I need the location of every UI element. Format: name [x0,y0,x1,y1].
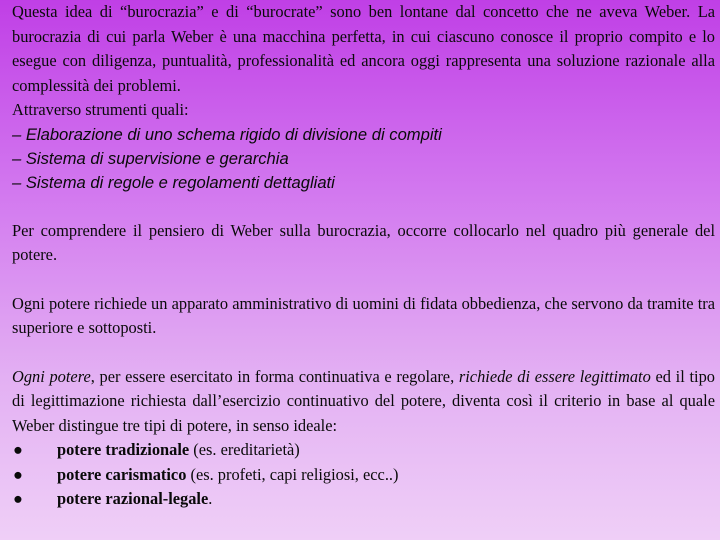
intro-text: Questa idea di “burocrazia” e di “burocrate” sono ben lontane dal concetto che ne aveva Weber. La burocrazia di cui parla Weber è una macchina perfetta, in cui ciascuno conosce il proprio compito e lo esegue con diligenza, puntualità, professionalità ed ancora oggi rappresenta una soluzione razionale alla complessità dei problemi. [12,2,715,95]
bullet-icon: ● [13,489,23,508]
bullet-icon: ● [13,440,23,459]
slide-content [12,0,715,512]
legitimacy-text-1: , per essere esercitato in forma continuativa e regolare, [90,366,459,386]
power-types-list [12,438,715,512]
tools-list-item: – Elaborazione di uno schema rigido di divisione di compiti [12,124,442,144]
bullet-icon: ● [13,464,23,484]
power-type-example: (es. ereditarietà) [189,440,300,459]
power-type-name: potere tradizionale [57,440,190,459]
administrative-apparatus-paragraph: Ogni potere richiede un apparato amministrativo di uomini di fidata obbedienza, che servono da tramite tra superiore e sottoposti. [12,293,715,337]
power-type-example: . [208,489,213,508]
power-type-item [12,438,715,463]
power-type-item [12,463,715,488]
tools-list [12,123,715,195]
intro-paragraph [12,0,715,123]
power-type-name: potere razional-legale [57,489,209,508]
tools-list-item: – Sistema di supervisione e gerarchia [12,148,289,168]
tools-list-item: – Sistema di regole e regolamenti dettagliati [12,172,335,192]
legitimacy-subject: Ogni potere [12,366,91,386]
legitimacy-paragraph [12,365,715,439]
intro-lead-in: Attraverso strumenti quali: [12,100,189,119]
legitimacy-text-2: ed il tipo di legittimazione richiesta dall’esercizio continuativo del potere, diventa così il criterio in base al quale Weber distingue tre tipi di potere, in senso ideale: [12,366,715,435]
weber-context-paragraph: Per comprendere il pensiero di Weber sulla burocrazia, occorre collocarlo nel quadro più generale del potere. [12,220,715,264]
power-type-example: (es. profeti, capi religiosi, ecc..) [186,464,399,484]
power-type-item [12,487,715,512]
power-type-name: potere carismatico [57,464,187,484]
legitimacy-emphasis: richiede di essere legittimato [458,366,651,386]
